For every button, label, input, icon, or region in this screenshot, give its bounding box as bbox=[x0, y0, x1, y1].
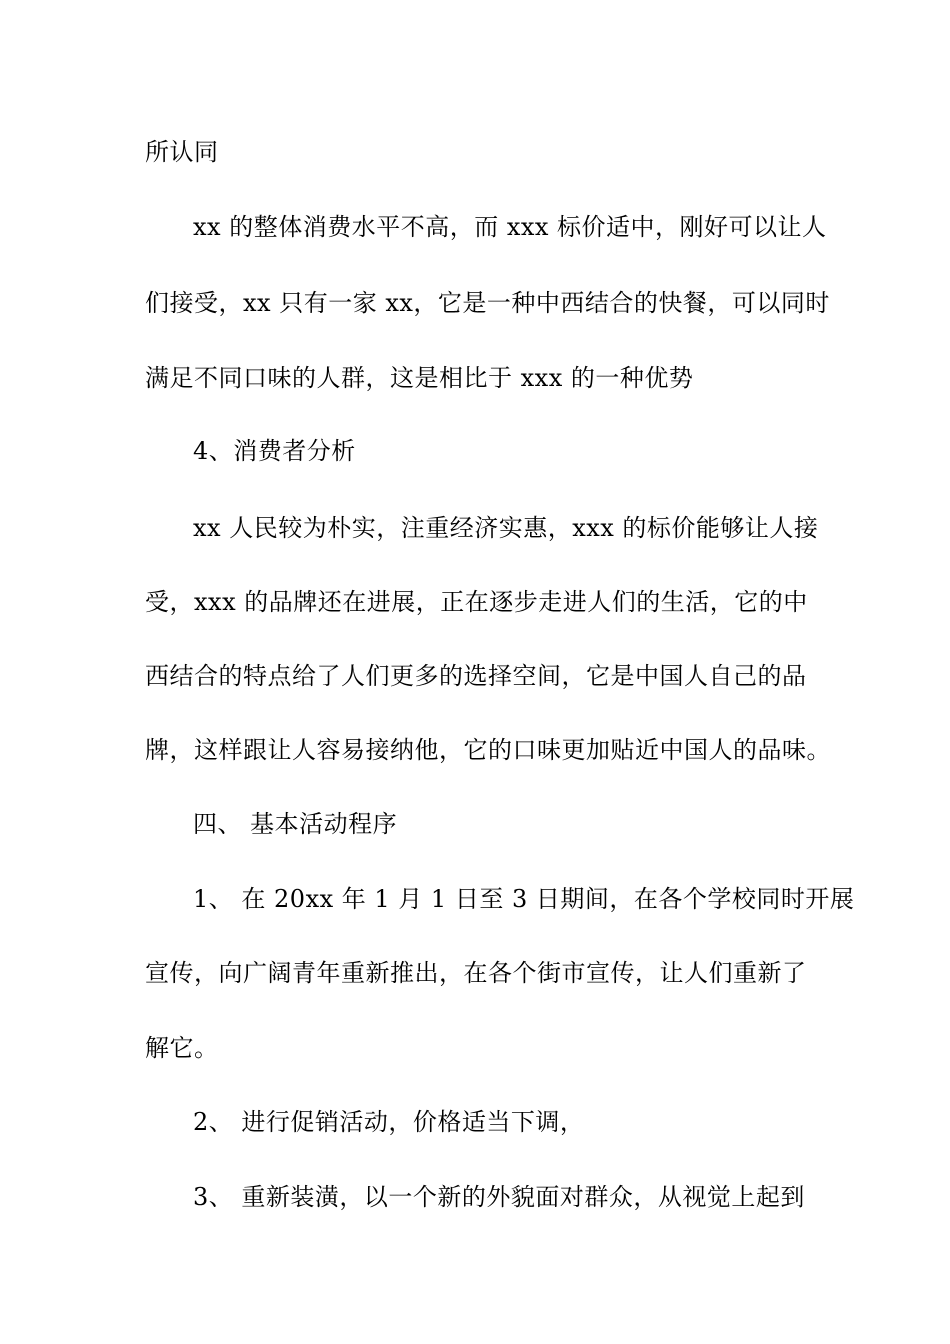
text-line: 宣传，向广阔青年重新推出，在各个街市宣传，让人们重新了 bbox=[145, 959, 807, 987]
text-line: 所认同 bbox=[145, 138, 219, 166]
text-line: 们接受，xx 只有一家 xx，它是一种中西结合的快餐，可以同时 bbox=[145, 289, 830, 317]
list-item: 2、 进行促销活动，价格适当下调， bbox=[193, 1108, 585, 1136]
text-line: 解它。 bbox=[145, 1034, 219, 1062]
text-line: 牌，这样跟让人容易接纳他，它的口味更加贴近中国人的品味。 bbox=[145, 736, 831, 764]
text-line: 受，xxx 的品牌还在进展，正在逐步走进人们的生活，它的中 bbox=[145, 588, 808, 616]
list-item: 1、 在 20xx 年 1 月 1 日至 3 日期间，在各个学校同时开展 bbox=[193, 885, 855, 913]
text-line: 满足不同口味的人群，这是相比于 xxx 的一种优势 bbox=[145, 364, 694, 392]
section-heading: 四、 基本活动程序 bbox=[193, 810, 398, 838]
paragraph-line: xx 人民较为朴实，注重经济实惠，xxx 的标价能够让人接 bbox=[193, 514, 819, 542]
text-line: 西结合的特点给了人们更多的选择空间，它是中国人自己的品 bbox=[145, 662, 807, 690]
list-item: 3、 重新装潢，以一个新的外貌面对群众，从视觉上起到 bbox=[193, 1183, 805, 1211]
paragraph-line: xx 的整体消费水平不高，而 xxx 标价适中，刚好可以让人 bbox=[193, 213, 827, 241]
section-heading: 4、消费者分析 bbox=[193, 437, 356, 465]
